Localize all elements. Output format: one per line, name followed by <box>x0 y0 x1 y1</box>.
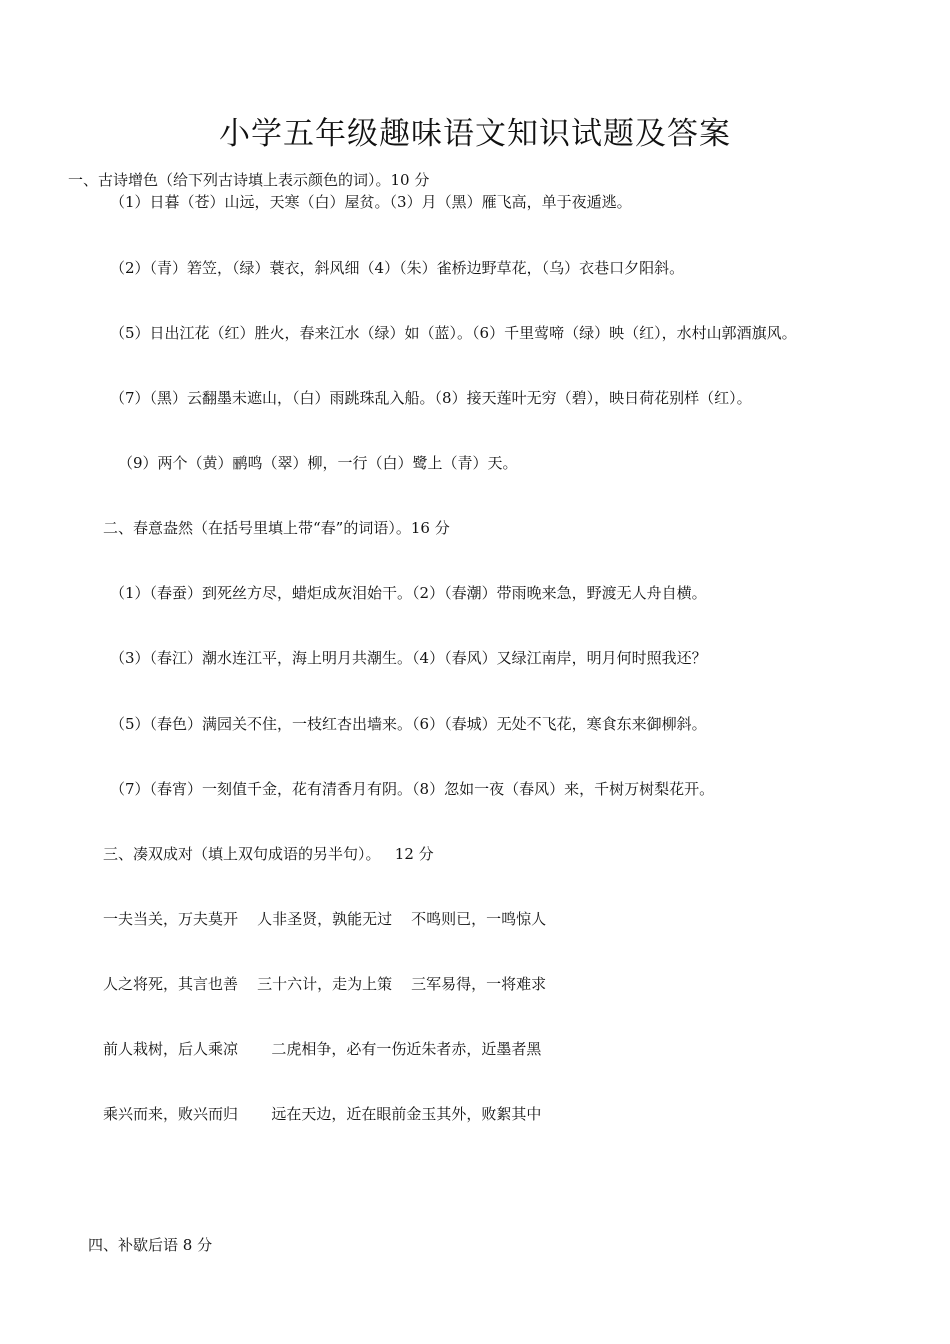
section-2-line-1: （1）（春蚕）到死丝方尽，蜡炬成灰泪始干。（2）（春潮）带雨晚来急，野渡无人舟自横。 <box>110 584 707 602</box>
section-2-line-3: （5）（春色）满园关不住，一枝红杏出墙来。（6）（春城）无处不飞花，寒食东来御柳斜。 <box>110 715 707 733</box>
section-2-line-4: （7）（春宵）一刻值千金，花有清香月有阴。（8）忽如一夜（春风）来，千树万树梨花开。 <box>110 780 715 798</box>
section-2-heading: 二、春意盎然（在括号里填上带“春”的词语）。16 分 <box>103 519 450 537</box>
section-3-line-2: 人之将死，其言也善 三十六计，走为上策 三军易得，一将难求 <box>103 975 547 993</box>
section-3-heading: 三、凑双成对（填上双句成语的另半句）。 12 分 <box>103 845 434 863</box>
section-1-line-3: （5）日出江花（红）胜火，春来江水（绿）如（蓝）。（6）千里莺啼（绿）映（红），水村山郭酒旗风。 <box>110 324 797 342</box>
section-4-heading: 四、补歇后语 8 分 <box>88 1236 213 1254</box>
section-3-line-1: 一夫当关，万夫莫开 人非圣贤，孰能无过 不鸣则已，一鸣惊人 <box>103 910 547 928</box>
section-3-line-4: 乘兴而来，败兴而归 远在天边，近在眼前金玉其外，败絮其中 <box>103 1105 542 1123</box>
section-1-line-2: （2）（青）箬笠，（绿）蓑衣，斜风细（4）（朱）雀桥边野草花，（乌）衣巷口夕阳斜。 <box>110 259 685 277</box>
section-1-line-1: （1）日暮（苍）山远，天寒（白）屋贫。（3）月（黑）雁飞高，单于夜遁逃。 <box>110 193 632 211</box>
section-3-line-3: 前人栽树，后人乘凉 二虎相争，必有一伤近朱者赤，近墨者黑 <box>103 1040 542 1058</box>
section-1-line-4: （7）（黑）云翻墨未遮山，（白）雨跳珠乱入船。（8）接天莲叶无穷（碧），映日荷花别样（红）。 <box>110 389 752 407</box>
document-title: 小学五年级趣味语文知识试题及答案 <box>219 116 731 152</box>
section-2-line-2: （3）（春江）潮水连江平，海上明月共潮生。（4）（春风）又绿江南岸，明月何时照我还？ <box>110 649 707 667</box>
section-1-line-5: （9）两个（黄）鹂鸣（翠）柳，一行（白）鹭上（青）天。 <box>118 454 518 472</box>
section-1-heading: 一、古诗增色（给下列古诗填上表示颜色的词）。10 分 <box>68 171 430 189</box>
